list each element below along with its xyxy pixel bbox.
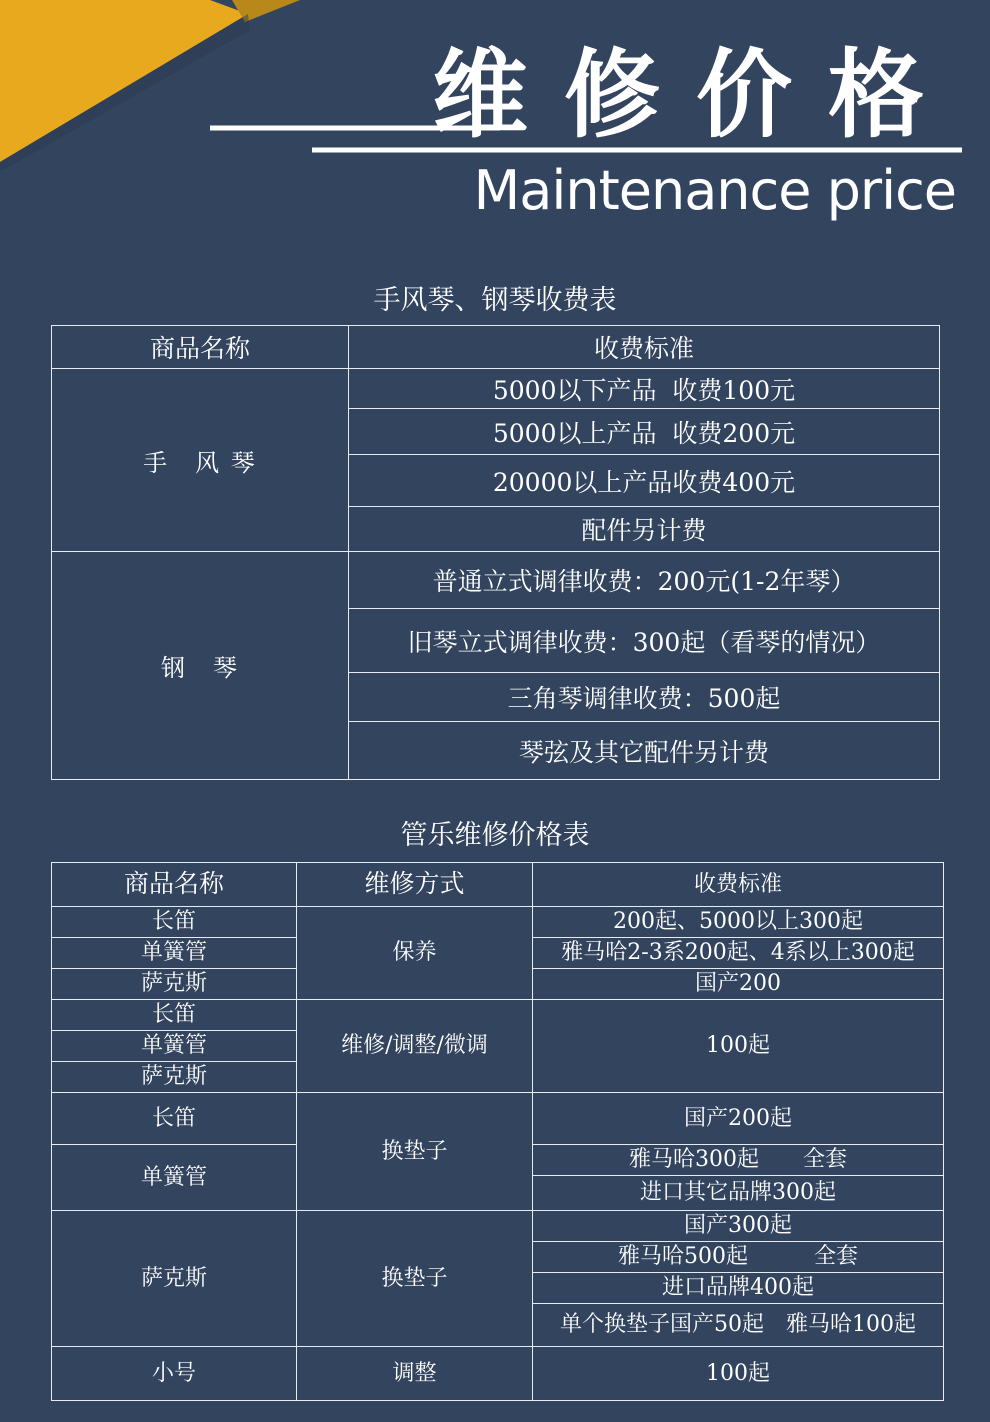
header-product-name: 商品名称: [52, 863, 297, 907]
price-cell: 配件另计费: [349, 507, 940, 552]
method-maintenance: 保养: [297, 907, 533, 1000]
piano-accordion-price-table: [51, 325, 940, 780]
product-clarinet: 单簧管: [52, 1031, 297, 1062]
price-cell: 单个换垫子国产50起 雅马哈100起: [533, 1304, 944, 1347]
table2-caption: 管乐维修价格表: [400, 820, 590, 851]
price-cell: 雅马哈300起 全套: [533, 1145, 944, 1176]
header-repair-method: 维修方式: [297, 863, 533, 907]
product-trumpet: 小号: [52, 1347, 297, 1401]
price-cell: 100起: [533, 1347, 944, 1401]
product-piano: 钢 琴: [52, 552, 349, 780]
price-cell: 100起: [533, 1000, 944, 1093]
price-cell: 国产200起: [533, 1093, 944, 1145]
price-cell: 普通立式调律收费：200元(1-2年琴）: [349, 552, 940, 609]
price-cell: 200起、5000以上300起: [533, 907, 944, 938]
header-price-standard: 收费标准: [533, 863, 944, 907]
method-replace-pads: 换垫子: [297, 1093, 533, 1211]
price-cell: 国产200: [533, 969, 944, 1000]
method-repair-adjust: 维修/调整/微调: [297, 1000, 533, 1093]
product-saxophone: 萨克斯: [52, 969, 297, 1000]
price-cell: 琴弦及其它配件另计费: [349, 722, 940, 780]
price-cell: 雅马哈2-3系200起、4系以上300起: [533, 938, 944, 969]
price-cell: 进口品牌400起: [533, 1273, 944, 1304]
product-accordion: 手 风 琴: [52, 369, 349, 552]
header-product-name: 商品名称: [52, 326, 349, 369]
price-cell: 进口其它品牌300起: [533, 1176, 944, 1211]
product-clarinet: 单簧管: [52, 1145, 297, 1211]
price-cell: 旧琴立式调律收费：300起（看琴的情况）: [349, 609, 940, 673]
product-flute: 长笛: [52, 1093, 297, 1145]
price-cell: 5000以下产品 收费100元: [349, 369, 940, 409]
price-cell: 三角琴调律收费：500起: [349, 673, 940, 722]
page-subtitle: Maintenance price: [473, 159, 956, 222]
wind-instrument-price-table: [51, 862, 944, 1401]
price-cell: 雅马哈500起 全套: [533, 1242, 944, 1273]
product-flute: 长笛: [52, 1000, 297, 1031]
method-adjust: 调整: [297, 1347, 533, 1401]
method-replace-pads: 换垫子: [297, 1211, 533, 1347]
table1-caption: 手风琴、钢琴收费表: [373, 285, 617, 316]
product-saxophone: 萨克斯: [52, 1211, 297, 1347]
product-saxophone: 萨克斯: [52, 1062, 297, 1093]
product-flute: 长笛: [52, 907, 297, 938]
product-clarinet: 单簧管: [52, 938, 297, 969]
price-cell: 5000以上产品 收费200元: [349, 409, 940, 455]
price-cell: 20000以上产品收费400元: [349, 455, 940, 507]
price-cell: 国产300起: [533, 1211, 944, 1242]
page-title: 维修价格: [432, 39, 960, 151]
header-price-standard: 收费标准: [349, 326, 940, 369]
